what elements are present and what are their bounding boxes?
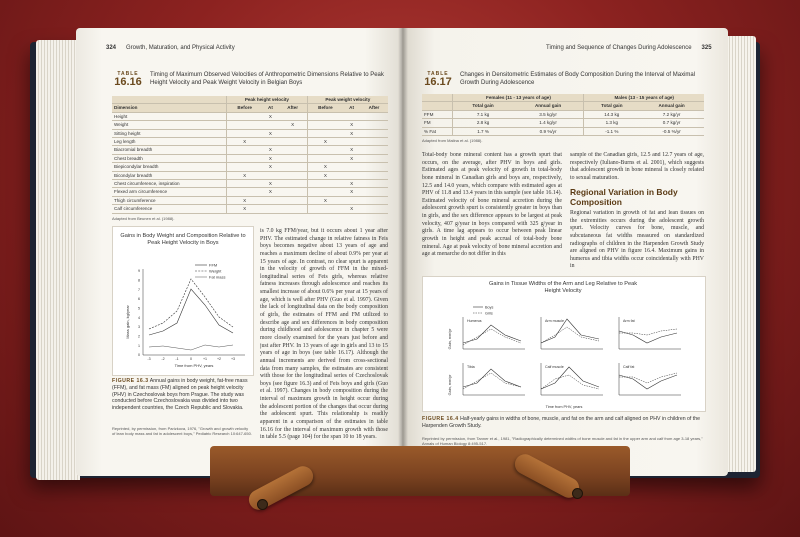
row-dimension: Sitting height	[112, 129, 227, 137]
panel-label: Tibia	[467, 365, 475, 369]
row-dimension: Chest breadth	[112, 154, 227, 162]
group-header-females: Females (11 - 13 years of age)	[453, 94, 584, 102]
row-mark	[360, 180, 388, 188]
table-row	[112, 121, 388, 129]
table-16-16-col-2: At	[262, 104, 279, 112]
y-axis-label: Mass gain, kg/year	[125, 305, 130, 339]
row-mark: X	[343, 121, 360, 129]
row-mark	[279, 180, 307, 188]
x-tick-label: +3	[230, 357, 236, 361]
row-value: 1.3 kg	[584, 119, 639, 127]
table-16-16-col-5: At	[343, 104, 360, 112]
row-mark	[262, 196, 279, 204]
row-mark	[279, 171, 307, 179]
row-mark: X	[343, 205, 360, 213]
row-mark: X	[227, 138, 263, 146]
row-dimension: Calf circumference	[112, 205, 227, 213]
row-mark	[307, 205, 343, 213]
row-mark: X	[307, 163, 343, 171]
table-16-17-col-1: Total gain	[453, 102, 513, 110]
row-mark	[360, 112, 388, 120]
row-mark	[279, 188, 307, 196]
legend-weight: Weight	[209, 268, 222, 274]
fat-mass-line	[149, 345, 233, 350]
row-mark	[279, 129, 307, 137]
row-mark	[227, 188, 263, 196]
left-running-head	[106, 45, 235, 51]
figure-16-4-chart	[423, 277, 705, 411]
table-16-16-source: Adapted from Beunen et al. (1988).	[112, 216, 175, 221]
boys-line	[463, 369, 521, 387]
girls-line	[463, 373, 521, 389]
tissue-panel	[463, 317, 525, 349]
row-mark: X	[227, 196, 263, 204]
table-16-17-col-3: Total gain	[584, 102, 639, 110]
table-row	[112, 188, 388, 196]
row-mark: X	[262, 112, 279, 120]
group-header-phv: Peak height velocity	[227, 96, 307, 104]
row-mark	[279, 205, 307, 213]
table-row	[112, 112, 388, 120]
y-tick-label: 2	[138, 334, 140, 339]
girls-line	[541, 375, 599, 389]
table-label-word: TABLE	[117, 71, 139, 77]
figure-16-4-caption-text: Half-yearly gains in widths of bone, muscle, and fat on the arm and calf aligned on PHV in children of the Harpenden Growth Study.	[422, 416, 701, 429]
panel-label: Humerus	[467, 319, 482, 323]
y-axis-bottom-label: Gain, mm/yr	[448, 374, 452, 396]
row-mark	[279, 196, 307, 204]
row-mark: X	[343, 154, 360, 162]
row-dimension: Biepicondylar breadth	[112, 163, 227, 171]
row-mark: X	[307, 196, 343, 204]
table-16-16-col-3: After	[279, 104, 307, 112]
section-text: Regional variation in growth of fat and lean tissues on the extremities occurs during the adolescent growth spurt. Velocity curves for bone, muscle, and subcutaneous fat widths measured on standardized radiographs of children in the Harpenden Growth Study are aligned on PHV in figure 16.4. Maximum gains in humerus and tibia widths occur coincidentally with PHV in	[570, 210, 704, 270]
row-mark	[360, 188, 388, 196]
table-label-number: 16.16	[114, 76, 142, 88]
table-16-17-label	[422, 72, 454, 88]
left-body-text: is 7.0 kg FFM/year, but it occurs about 1 year after PHV. The estimated change in relative fatness in Feis boys becomes negative about 13 years of age and reaches a maximum decline of about 0.9% per year at 15 years of age. In contrast, no clear spurt is apparent in the velocity of growth of FFM in the mixed-longitudinal series of Feis girls, whereas relative fatness increases through adolescence and reaches its smallest increase of about 0.6% per year at 15 years of age, which is well after PHV (Guo et al. 1997). Given the lack of longitudinal data on the body composition of girls, the estimates of FFM and FM utilized to describe age and sex differences in body composition during childhood and adolescence in chapter 5 were more closely examined for the years just before and just after PHV. In 13 years of age in girls and 13 to 15 years of age in boys (see table 16.17). Although the annual increments are derived from cross-sectional data from many samples, the estimates are consistent with those for the longitudinal series of Czechoslovak boys (see figure 16.3) and of Feis boys and girls (Guo et al. 1997). Changes in body composition during the interval of maximum growth in height occur during the adolescent portion of the changes that occur during the adolescent spurt. This relationship is readily apparent in a comparison of the estimates in table 16.16 for the interval of maximum growth with those in table 5.5 (page 104) for the span 10 to 18 years.	[260, 228, 388, 441]
row-mark	[360, 154, 388, 162]
row-value: 1.4 kg/yr	[513, 119, 584, 127]
table-row	[422, 127, 704, 135]
table-row	[422, 119, 704, 127]
row-mark: X	[343, 129, 360, 137]
row-mark	[343, 196, 360, 204]
row-mark: X	[262, 146, 279, 154]
table-row	[112, 163, 388, 171]
left-page	[76, 28, 404, 476]
stand-left-knob[interactable]	[257, 499, 268, 510]
row-mark: X	[307, 138, 343, 146]
x-tick-label: -1	[175, 357, 179, 361]
row-mark	[279, 154, 307, 162]
right-body-col1: Total-body bone mineral content has a growth spurt that occurs, on the average, after PHV in boys and girls. Estimated ages at peak velocity of growth in total-body bone mineral in Canadian girls and boys are, respectively, 12.5 and 14.0 years, which compare with estimated ages at PHV of 11.8 and 13.4 years in this sample (see table 16.14). Estimated velocity of bone mineral accretion during the adolescent growth spurt is consistently greater in boys than in girls, and the sex difference appears to be largest at peak velocity, 407 g/year in boys compared with 325 g/year in girls. A time lag appears to occur between peak linear growth in height and peak accrual of total-body bone mineral. Age at peak velocity of bone mineral accretion and age at menarche do not differ in this	[422, 152, 562, 258]
group-header-males: Males (13 - 15 years of age)	[584, 94, 704, 102]
row-mark	[360, 196, 388, 204]
panel-label: Arm muscle	[545, 319, 564, 323]
figure-16-3-label: FIGURE 16.3	[112, 378, 149, 384]
y-tick-label: 9	[138, 269, 140, 274]
table-16-17	[422, 94, 704, 136]
right-page-number: 325	[701, 45, 712, 51]
table-17-blank-head	[422, 94, 453, 102]
x-tick-label: -3	[147, 357, 151, 361]
row-mark: X	[279, 121, 307, 129]
row-dimension: Weight	[112, 121, 227, 129]
table-row	[112, 205, 388, 213]
row-mark	[360, 205, 388, 213]
table-blank-head	[112, 96, 227, 104]
table-row	[112, 154, 388, 162]
table-16-16-label	[112, 72, 144, 88]
y-axis-top-label: Gain, mm/yr	[448, 328, 452, 350]
panel-label: Calf muscle	[545, 365, 564, 369]
legend-ffm: FFM	[209, 262, 218, 268]
row-value: 3.5 kg/yr	[513, 110, 584, 118]
figure-16-4-x-label: Time from PHV, years	[545, 405, 583, 409]
row-dimension: Leg length	[112, 138, 227, 146]
row-mark: X	[262, 163, 279, 171]
legend-fat-mass: Fat mass	[209, 274, 226, 280]
row-mark	[227, 163, 263, 171]
row-mark	[360, 138, 388, 146]
book-gutter	[398, 28, 408, 476]
row-measure: FM	[422, 119, 453, 127]
table-row	[112, 146, 388, 154]
panel-label: Calf fat	[623, 365, 635, 369]
figure-16-3-caption-text: Annual gains in body weight, fat-free mass (FFM), and fat mass (FM) aligned on peak height velocity (PHV) in Czechoslovak boys from Prague. The study was conducted before Czechoslovakia was divided into two independent countries, the Czech Republic and Slovakia.	[112, 378, 248, 411]
row-mark	[262, 171, 279, 179]
row-mark	[227, 129, 263, 137]
row-mark	[307, 180, 343, 188]
row-mark: X	[227, 171, 263, 179]
legend-boys: Boys	[485, 305, 494, 310]
tissue-panel	[463, 363, 525, 395]
row-mark	[307, 112, 343, 120]
figure-16-4-credit: Reprinted by permission, from Tanner et al., 1981, "Radiographically determined widths of bone muscle and fat in the upper arm and calf from age 3-18 years," Annals of Human Biology 8:495-517.	[422, 436, 703, 447]
row-mark	[262, 121, 279, 129]
row-dimension: Bicondylar breadth	[112, 171, 227, 179]
y-tick-label: 6	[138, 297, 140, 302]
row-mark	[307, 121, 343, 129]
figure-16-3-caption	[112, 378, 252, 412]
y-tick-label: 4	[138, 315, 140, 320]
figure-16-3-chart	[113, 227, 253, 375]
row-mark	[360, 129, 388, 137]
table-row	[112, 129, 388, 137]
left-page-number: 324	[106, 45, 117, 51]
table-16-17-col-4: Annual gain	[639, 102, 704, 110]
row-mark	[360, 163, 388, 171]
figure-16-3-title: Gains in Body Weight and Composition Relative to Peak Height Velocity in Boys	[120, 233, 246, 246]
table-17-label-word: TABLE	[427, 71, 449, 77]
row-mark	[343, 171, 360, 179]
row-value: 1.7 %	[453, 127, 513, 135]
row-mark	[307, 129, 343, 137]
row-mark: X	[262, 154, 279, 162]
x-tick-label: -2	[161, 357, 165, 361]
table-16-17-col-0	[422, 102, 453, 110]
row-mark: X	[262, 180, 279, 188]
figure-16-3-credit: Reprinted, by permission, from Parizkova, 1976, "Growth and growth velocity of lean body mass and fat in adolescent boys," Pediatric Research 10:647-650.	[112, 426, 252, 437]
table-16-17-source: Adapted from Malina et al. (1988).	[422, 138, 483, 143]
table-16-16-col-1: Before	[227, 104, 263, 112]
row-mark	[307, 146, 343, 154]
x-tick-label: 0	[190, 357, 192, 361]
row-mark	[343, 163, 360, 171]
row-mark	[262, 138, 279, 146]
y-tick-label: 1	[138, 343, 140, 348]
row-mark	[262, 205, 279, 213]
boys-line	[541, 367, 599, 389]
row-mark	[307, 188, 343, 196]
row-mark	[360, 146, 388, 154]
table-16-16-col-6: After	[360, 104, 388, 112]
row-dimension: Thigh circumference	[112, 196, 227, 204]
row-mark	[360, 121, 388, 129]
row-measure: FFM	[422, 110, 453, 118]
row-mark	[343, 112, 360, 120]
row-mark: X	[343, 188, 360, 196]
right-page	[402, 28, 728, 476]
table-16-16-title: Timing of Maximum Observed Velocities of Anthropometric Dimensions Relative to Peak Height Velocity and Peak Weight Velocity in Belgian Boys	[150, 72, 384, 86]
legend-girls: Girls	[485, 311, 493, 316]
figure-16-4	[422, 276, 706, 412]
row-mark: X	[343, 180, 360, 188]
girls-line	[541, 327, 599, 343]
row-value: 2.8 kg	[453, 119, 513, 127]
table-16-17-col-2: Annual gain	[513, 102, 584, 110]
left-running-title: Growth, Maturation, and Physical Activity	[126, 45, 235, 51]
row-value: 0.9 %/yr	[513, 127, 584, 135]
row-value: 7.1 kg	[453, 110, 513, 118]
tissue-panel	[619, 363, 681, 395]
y-tick-label: 8	[138, 278, 140, 283]
row-mark: X	[262, 129, 279, 137]
row-mark	[279, 146, 307, 154]
table-17-label-number: 16.17	[424, 76, 452, 88]
row-dimension: Height	[112, 112, 227, 120]
row-mark	[343, 138, 360, 146]
table-16-16-col-4: Before	[307, 104, 343, 112]
row-mark: X	[307, 171, 343, 179]
table-row	[112, 196, 388, 204]
row-mark	[360, 171, 388, 179]
group-header-pwv: Peak weight velocity	[307, 96, 388, 104]
y-tick-label: 5	[138, 306, 140, 311]
tissue-panel	[541, 363, 603, 395]
right-body-col2: sample of the Canadian girls, 12.5 and 12.7 years of age, respectively (Iuliano-Burns et al. 2001), which suggests that adolescent growth in bone mineral is closely related to sexual maturation.	[570, 152, 704, 181]
x-tick-label: +1	[202, 357, 208, 361]
y-tick-label: 0	[138, 353, 140, 358]
tissue-panel	[541, 317, 603, 349]
row-value: -0.5 %/yr	[639, 127, 704, 135]
row-value: 14.3 kg	[584, 110, 639, 118]
right-running-title: Timing and Sequence of Changes During Adolescence	[546, 45, 692, 51]
row-mark	[307, 154, 343, 162]
tissue-panel	[619, 317, 681, 349]
section-heading: Regional Variation in Body Composition	[570, 187, 678, 207]
row-mark	[227, 180, 263, 188]
row-mark: X	[343, 146, 360, 154]
girls-line	[463, 329, 521, 345]
table-row	[422, 110, 704, 118]
row-mark	[227, 154, 263, 162]
row-mark	[227, 146, 263, 154]
row-mark	[227, 112, 263, 120]
row-dimension: Chest circumference, inspiration	[112, 180, 227, 188]
table-16-16-col-0: Dimension	[112, 104, 227, 112]
table-16-17-title: Changes in Densitometric Estimates of Body Composition During the Interval of Maximal Growth During Adolescence	[460, 72, 696, 86]
y-tick-label: 3	[138, 325, 140, 330]
figure-16-4-title: Gains in Tissue Widths of the Arm and Leg Relative to Peak Height Velocity	[489, 281, 637, 294]
row-value: 7.2 kg/yr	[639, 110, 704, 118]
left-page-edges	[36, 40, 80, 480]
row-mark	[279, 163, 307, 171]
x-tick-label: +2	[216, 357, 222, 361]
ffm-line	[149, 289, 233, 335]
row-value: -1.1 %	[584, 127, 639, 135]
panel-label: Arm fat	[623, 319, 635, 323]
figure-16-4-label: FIGURE 16.4	[422, 416, 459, 422]
girls-line	[619, 329, 677, 335]
table-16-16	[112, 96, 388, 214]
row-mark	[227, 121, 263, 129]
row-measure: % Fat	[422, 127, 453, 135]
table-row	[112, 180, 388, 188]
y-tick-label: 7	[138, 287, 140, 292]
stand-right-knob[interactable]	[572, 488, 583, 499]
figure-16-4-caption	[422, 416, 704, 430]
table-row	[112, 171, 388, 179]
row-mark: X	[227, 205, 263, 213]
right-running-head	[546, 45, 712, 51]
row-dimension: Biacromial breadth	[112, 146, 227, 154]
x-axis-label: Time from PHV, years	[174, 363, 214, 368]
row-value: 0.7 kg/yr	[639, 119, 704, 127]
table-row	[112, 138, 388, 146]
row-mark: X	[262, 188, 279, 196]
row-dimension: Flexed arm circumference	[112, 188, 227, 196]
figure-16-3	[112, 226, 254, 376]
row-mark	[279, 138, 307, 146]
boys-line	[463, 325, 521, 343]
weight-line	[149, 279, 233, 329]
row-mark	[279, 112, 307, 120]
